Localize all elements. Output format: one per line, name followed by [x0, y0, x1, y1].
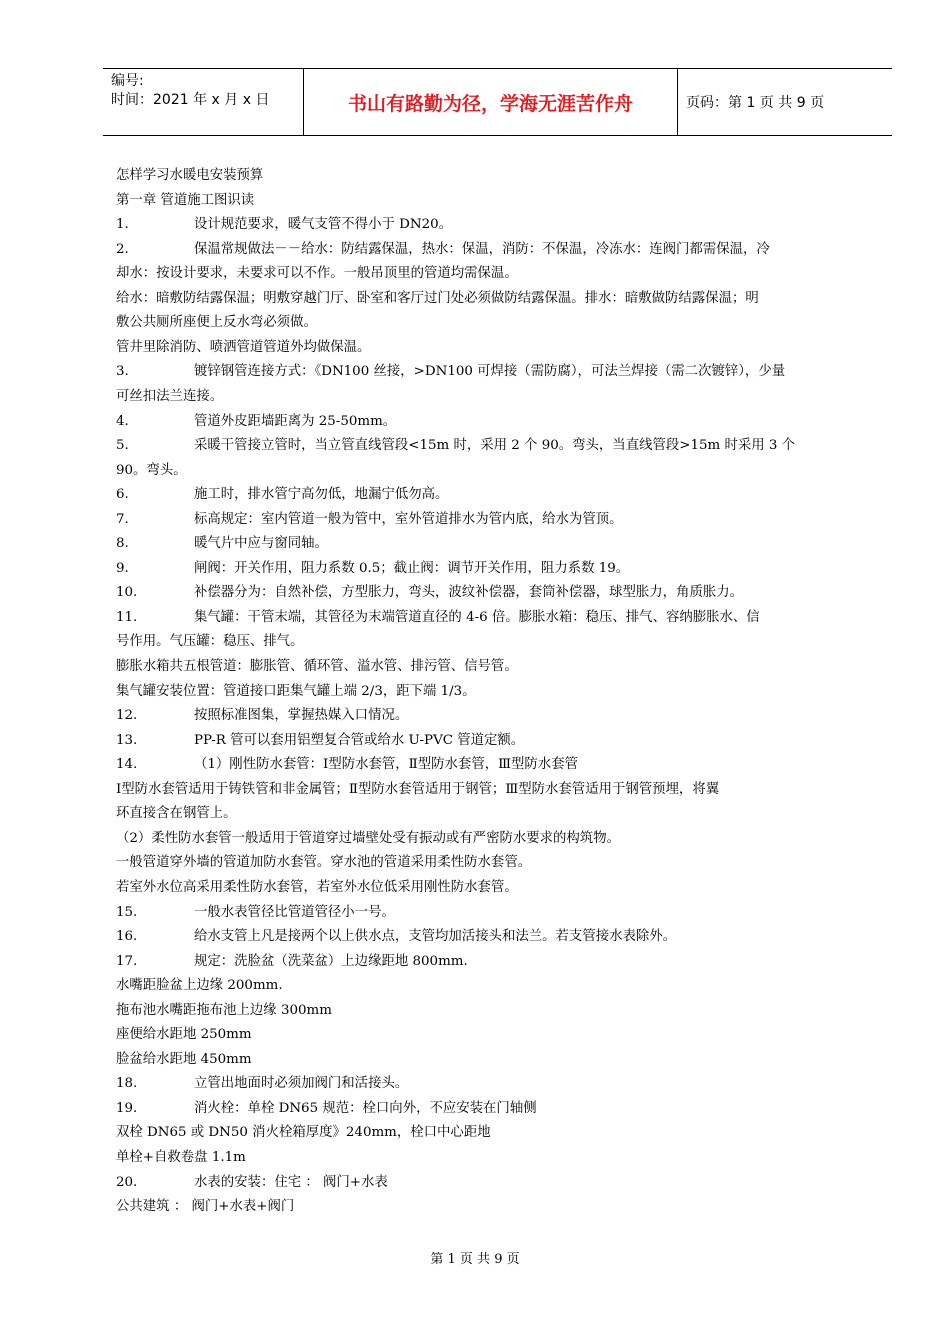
line-text: 拖布池水嘴距拖布池上边缘 300mm	[116, 1002, 332, 1018]
item-number: 13.	[116, 732, 138, 748]
item-number: 9.	[116, 560, 129, 576]
item-text: 设计规范要求，暖气支管不得小于 DN20。	[194, 217, 452, 233]
item-number: 3.	[116, 364, 129, 380]
line-text: 若室外水位高采用柔性防水套管，若室外水位低采用刚性防水套管。	[116, 879, 518, 895]
item-number: 2.	[116, 241, 129, 257]
item-number: 15.	[116, 904, 138, 920]
line-text: 脸盆给水距地 450mm	[116, 1051, 252, 1067]
header-left-cell	[103, 69, 303, 135]
item-text: 消火栓：单栓 DN65 规范：栓口向外，不应安装在门轴侧	[194, 1100, 537, 1116]
item-text: 按照标准图集，掌握热媒入口情况。	[194, 708, 409, 724]
item-text: 采暖干管接立管时，当立管直线管段<15m 时，采用 2 个 90。弯头，当直线管段>15m 时采用 3 个	[194, 438, 796, 454]
line-text: 第一章 管道施工图识读	[116, 192, 255, 208]
item-number: 11.	[116, 609, 138, 625]
text-line	[116, 804, 237, 824]
item-number: 20.	[116, 1174, 138, 1190]
item-text: 补偿器分为：自然补偿，方型胀力，弯头，波纹补偿器，套筒补偿器，球型胀力，角质胀力。	[194, 585, 744, 601]
item-text: PP-R 管可以套用铝塑复合管或给水 U-PVC 管道定额。	[194, 732, 525, 748]
item-number: 5.	[116, 438, 129, 454]
text-line	[116, 632, 303, 652]
line-text: 管井里除消防、喷洒管道管道外均做保温。	[116, 339, 371, 355]
item-number: 12.	[116, 708, 138, 724]
text-line	[116, 313, 317, 333]
item-text: 规定：洗脸盆（洗菜盆）上边缘距地 800mm.	[194, 953, 468, 969]
line-text: 膨胀水箱共五根管道：膨胀管、循环管、溢水管、排污管、信号管。	[116, 659, 518, 674]
document-header	[103, 68, 892, 136]
text-line	[116, 878, 518, 898]
item-text: 一般水表管径比管道管径小一号。	[194, 904, 395, 920]
line-text: 双栓 DN65 或 DN50 消火栓箱厚度》240mm，栓口中心距地	[116, 1125, 491, 1141]
header-page-number: 页码：第 1 页 共 9 页	[686, 95, 825, 111]
item-text: 施工时，排水管宁高勿低，地漏宁低勿高。	[194, 487, 449, 503]
line-text: 集气罐安装位置：管道接口距集气罐上端 2/3，距下端 1/3。	[116, 683, 476, 699]
item-number: 19.	[116, 1100, 138, 1116]
text-line	[116, 1025, 252, 1045]
item-text: 立管出地面时必须加阀门和活接头。	[194, 1076, 409, 1092]
line-text: 座便给水距地 250mm	[116, 1027, 252, 1043]
item-number: 18.	[116, 1076, 138, 1092]
text-line	[116, 166, 263, 186]
line-text: 单栓+自救卷盘 1.1m	[116, 1150, 246, 1165]
header-motto: 书山有路勤为径，学海无涯苦作舟	[303, 69, 678, 135]
page-footer: 第 1 页 共 9 页	[430, 1252, 520, 1267]
line-text: 却水：按设计要求，未要求可以不作。一般吊顶里的管道均需保温。	[116, 266, 518, 282]
item-text: 暖气片中应与窗同轴。	[194, 536, 328, 552]
line-text: 给水：暗敷防结露保温；明敷穿越门厅、卧室和客厅过门处必须做防结露保温。排水：暗敷做防结露保温；明	[116, 290, 759, 306]
text-line	[116, 780, 719, 800]
item-number: 4.	[116, 413, 129, 429]
line-text: 可丝扣法兰连接。	[116, 388, 224, 404]
text-line	[116, 1197, 294, 1217]
item-number: 10.	[116, 585, 138, 601]
line-text: Ⅰ型防水套管适用于铸铁管和非金属管；Ⅱ型防水套管适用于钢管；Ⅲ型防水套管适用于钢管预埋，将翼	[116, 781, 720, 797]
text-line	[116, 1148, 246, 1168]
text-line	[116, 829, 620, 849]
item-text: 水表的安装：住宅 ： 阀门+水表	[194, 1174, 388, 1190]
item-number: 1.	[116, 217, 129, 233]
text-line	[116, 1001, 332, 1021]
header-time: 时间：2021 年 x 月 x 日	[111, 92, 270, 108]
text-line	[116, 191, 254, 211]
line-text: 环直接含在钢管上。	[116, 806, 237, 822]
text-line	[116, 853, 531, 873]
text-line	[116, 264, 518, 284]
item-text: 闸阀：开关作用，阻力系数 0.5；截止阀：调节开关作用，阻力系数 19。	[194, 560, 630, 576]
item-text: 镀锌钢管连接方式：《DN100 丝接，>DN100 可焊接（需防腐），可法兰焊接（需二次镀锌），少量	[194, 364, 786, 380]
text-line	[116, 1123, 491, 1143]
header-number: 编号:	[111, 73, 144, 89]
text-line	[116, 461, 187, 481]
item-number: 8.	[116, 536, 129, 552]
text-line	[116, 338, 370, 358]
line-text: 水嘴距脸盆上边缘 200mm.	[116, 978, 283, 994]
line-text: 公共建筑 ： 阀门+水表+阀门	[116, 1199, 295, 1215]
item-number: 6.	[116, 487, 129, 503]
text-line	[116, 1050, 252, 1070]
item-number: 17.	[116, 953, 138, 969]
line-text: 90。弯头。	[116, 462, 187, 478]
item-text: 集气罐：干管末端，其管径为末端管道直径的 4-6 倍。膨胀水箱：稳压、排气、容纳膨胀水、信	[194, 609, 760, 625]
text-line	[116, 976, 283, 996]
line-text: （2）柔性防水套管一般适用于管道穿过墙壁处受有振动或有严密防水要求的构筑物。	[116, 830, 620, 846]
line-text: 怎样学习水暖电安装预算	[116, 168, 264, 183]
line-text: 号作用。气压罐：稳压、排气。	[116, 634, 304, 650]
text-line	[116, 682, 476, 702]
item-number: 16.	[116, 929, 138, 945]
text-line	[116, 657, 518, 677]
line-text: 敷公共厕所座便上反水弯必须做。	[116, 315, 317, 331]
item-number: 14.	[116, 757, 138, 773]
item-text: 标高规定：室内管道一般为管中，室外管道排水为管内底，给水为管顶。	[194, 511, 623, 527]
text-line	[116, 289, 759, 309]
line-text: 一般管道穿外墙的管道加防水套管。穿水池的管道采用柔性防水套管。	[116, 855, 532, 871]
item-text: 保温常规做法－－给水：防结露保温，热水：保温，消防：不保温，冷冻水：连阀门都需保温，冷	[194, 241, 770, 257]
text-line	[116, 387, 223, 407]
item-text: 管道外皮距墙距离为 25-50mm。	[194, 413, 397, 429]
item-text: （1）刚性防水套管：Ⅰ型防水套管，Ⅱ型防水套管，Ⅲ型防水套管	[194, 757, 578, 773]
item-number: 7.	[116, 511, 129, 527]
item-text: 给水支管上凡是接两个以上供水点，支管均加活接头和法兰。若支管接水表除外。	[194, 929, 677, 945]
